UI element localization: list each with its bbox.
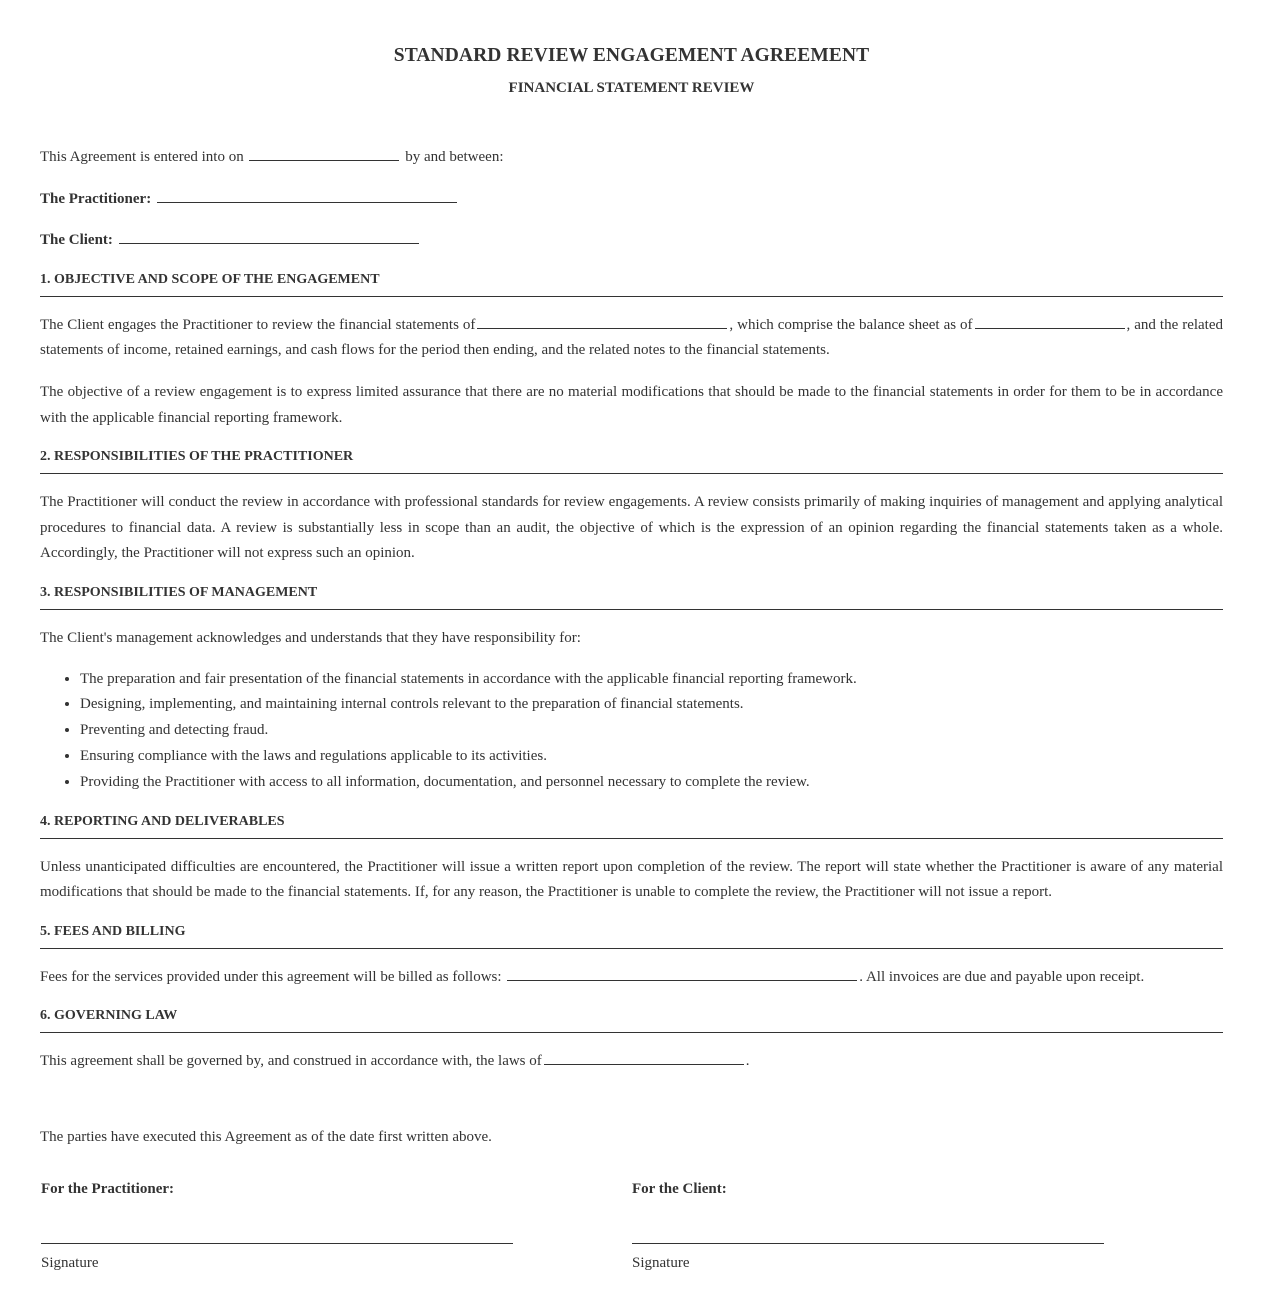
- agreement-date-blank[interactable]: [249, 146, 399, 161]
- management-responsibilities-list: [40, 667, 1223, 796]
- intro-text: This Agreement is entered into on: [40, 149, 244, 165]
- section-heading-practitioner: 2. RESPONSIBILITIES OF THE PRACTITIONER: [40, 448, 1223, 474]
- fees-text-a: Fees for the services provided under this agreement will be billed as follows:: [40, 968, 502, 985]
- section-heading-reporting: 4. REPORTING AND DELIVERABLES: [40, 813, 1223, 839]
- practitioner-label: The Practitioner:: [40, 190, 152, 207]
- client-label: The Client:: [40, 232, 113, 249]
- objective-text-c: , and the related statements of income, retained earnings, and cash flows for the period then ending, and the related notes to the financial statements.: [40, 316, 1223, 359]
- section-practitioner-paragraph: The Practitioner will conduct the review in accordance with professional standards for review engagements. A review consists primarily of making inquiries of management and applying analytical procedures to financial data. A review is substantially less in scope than an audit, the objective of which is the expression of an opinion regarding the financial statements taken as a whole. Accordingly, the Practitioner will not express such an opinion.: [40, 494, 1223, 562]
- client-line: [40, 228, 1223, 254]
- section-heading-management: 3. RESPONSIBILITIES OF MANAGEMENT: [40, 584, 1223, 610]
- section-management-intro: The Client's management acknowledges and understands that they have responsibility for:: [40, 629, 581, 646]
- law-text-a: This agreement shall be governed by, and construed in accordance with, the laws of: [40, 1053, 542, 1070]
- practitioner-signature-block: [41, 1180, 513, 1272]
- practitioner-signature-caption: Signature: [41, 1255, 99, 1272]
- list-item: • Designing, implementing, and maintaining internal controls relevant to the preparation of financial statements.: [80, 692, 1223, 718]
- section-heading-governing-law: 6. GOVERNING LAW: [40, 1007, 1223, 1033]
- list-item: • Ensuring compliance with the laws and regulations applicable to its activities.: [80, 744, 1223, 770]
- agreement-date-line: [40, 145, 1223, 171]
- practitioner-signature-line[interactable]: [41, 1243, 513, 1244]
- intro-text-end: by and between:: [405, 149, 504, 165]
- execution-statement: The parties have executed this Agreement as of the date first written above.: [40, 1128, 492, 1145]
- client-signature-heading: For the Client:: [632, 1181, 727, 1198]
- objective-text-a: The Client engages the Practitioner to review the financial statements of: [40, 316, 476, 333]
- section-reporting-paragraph: Unless unanticipated difficulties are encountered, the Practitioner will issue a written report upon completion of the review. The report will state whether the Practitioner is aware of any material modifications that should be made to the financial statements. If, for any reason, the Practitioner is unable to complete the review, the Practitioner will not issue a report.: [40, 858, 1223, 901]
- list-item: • Preventing and detecting fraud.: [80, 718, 1223, 744]
- document-subtitle: FINANCIAL STATEMENT REVIEW: [508, 80, 755, 96]
- client-signature-block: [632, 1180, 1104, 1272]
- section-objective-paragraph-2: The objective of a review engagement is to express limited assurance that there are no material modifications that should be made to the financial statements in order for them to be in accordance with the applicable financial reporting framework.: [40, 383, 1223, 426]
- section-fees-paragraph: [40, 965, 1223, 991]
- client-name-blank[interactable]: [119, 229, 419, 244]
- balance-sheet-date-blank[interactable]: [975, 314, 1125, 329]
- practitioner-signature-heading: For the Practitioner:: [41, 1181, 175, 1198]
- section-objective-paragraph-1: [40, 313, 1223, 364]
- law-text-b: .: [745, 1053, 750, 1070]
- fees-text-b: . All invoices are due and payable upon receipt.: [859, 968, 1145, 985]
- practitioner-line: [40, 187, 1223, 213]
- objective-text-b: , which comprise the balance sheet as of: [729, 316, 973, 333]
- client-signature-line[interactable]: [632, 1243, 1104, 1244]
- fees-blank[interactable]: [507, 966, 857, 981]
- signature-area: [40, 1180, 1223, 1300]
- client-signature-caption: Signature: [632, 1255, 690, 1272]
- section-heading-objective: 1. OBJECTIVE AND SCOPE OF THE ENGAGEMENT: [40, 271, 1223, 297]
- list-item: • Providing the Practitioner with access to all information, documentation, and personnel necessary to complete the review.: [80, 770, 1223, 796]
- list-item: • The preparation and fair presentation of the financial statements in accordance with the applicable financial reporting framework.: [80, 667, 1223, 693]
- section-heading-fees: 5. FEES AND BILLING: [40, 923, 1223, 949]
- section-governing-law-paragraph: [40, 1049, 1223, 1075]
- entity-name-blank[interactable]: [477, 314, 727, 329]
- document-title: STANDARD REVIEW ENGAGEMENT AGREEMENT: [393, 45, 870, 66]
- practitioner-name-blank[interactable]: [157, 188, 457, 203]
- jurisdiction-blank[interactable]: [544, 1050, 744, 1065]
